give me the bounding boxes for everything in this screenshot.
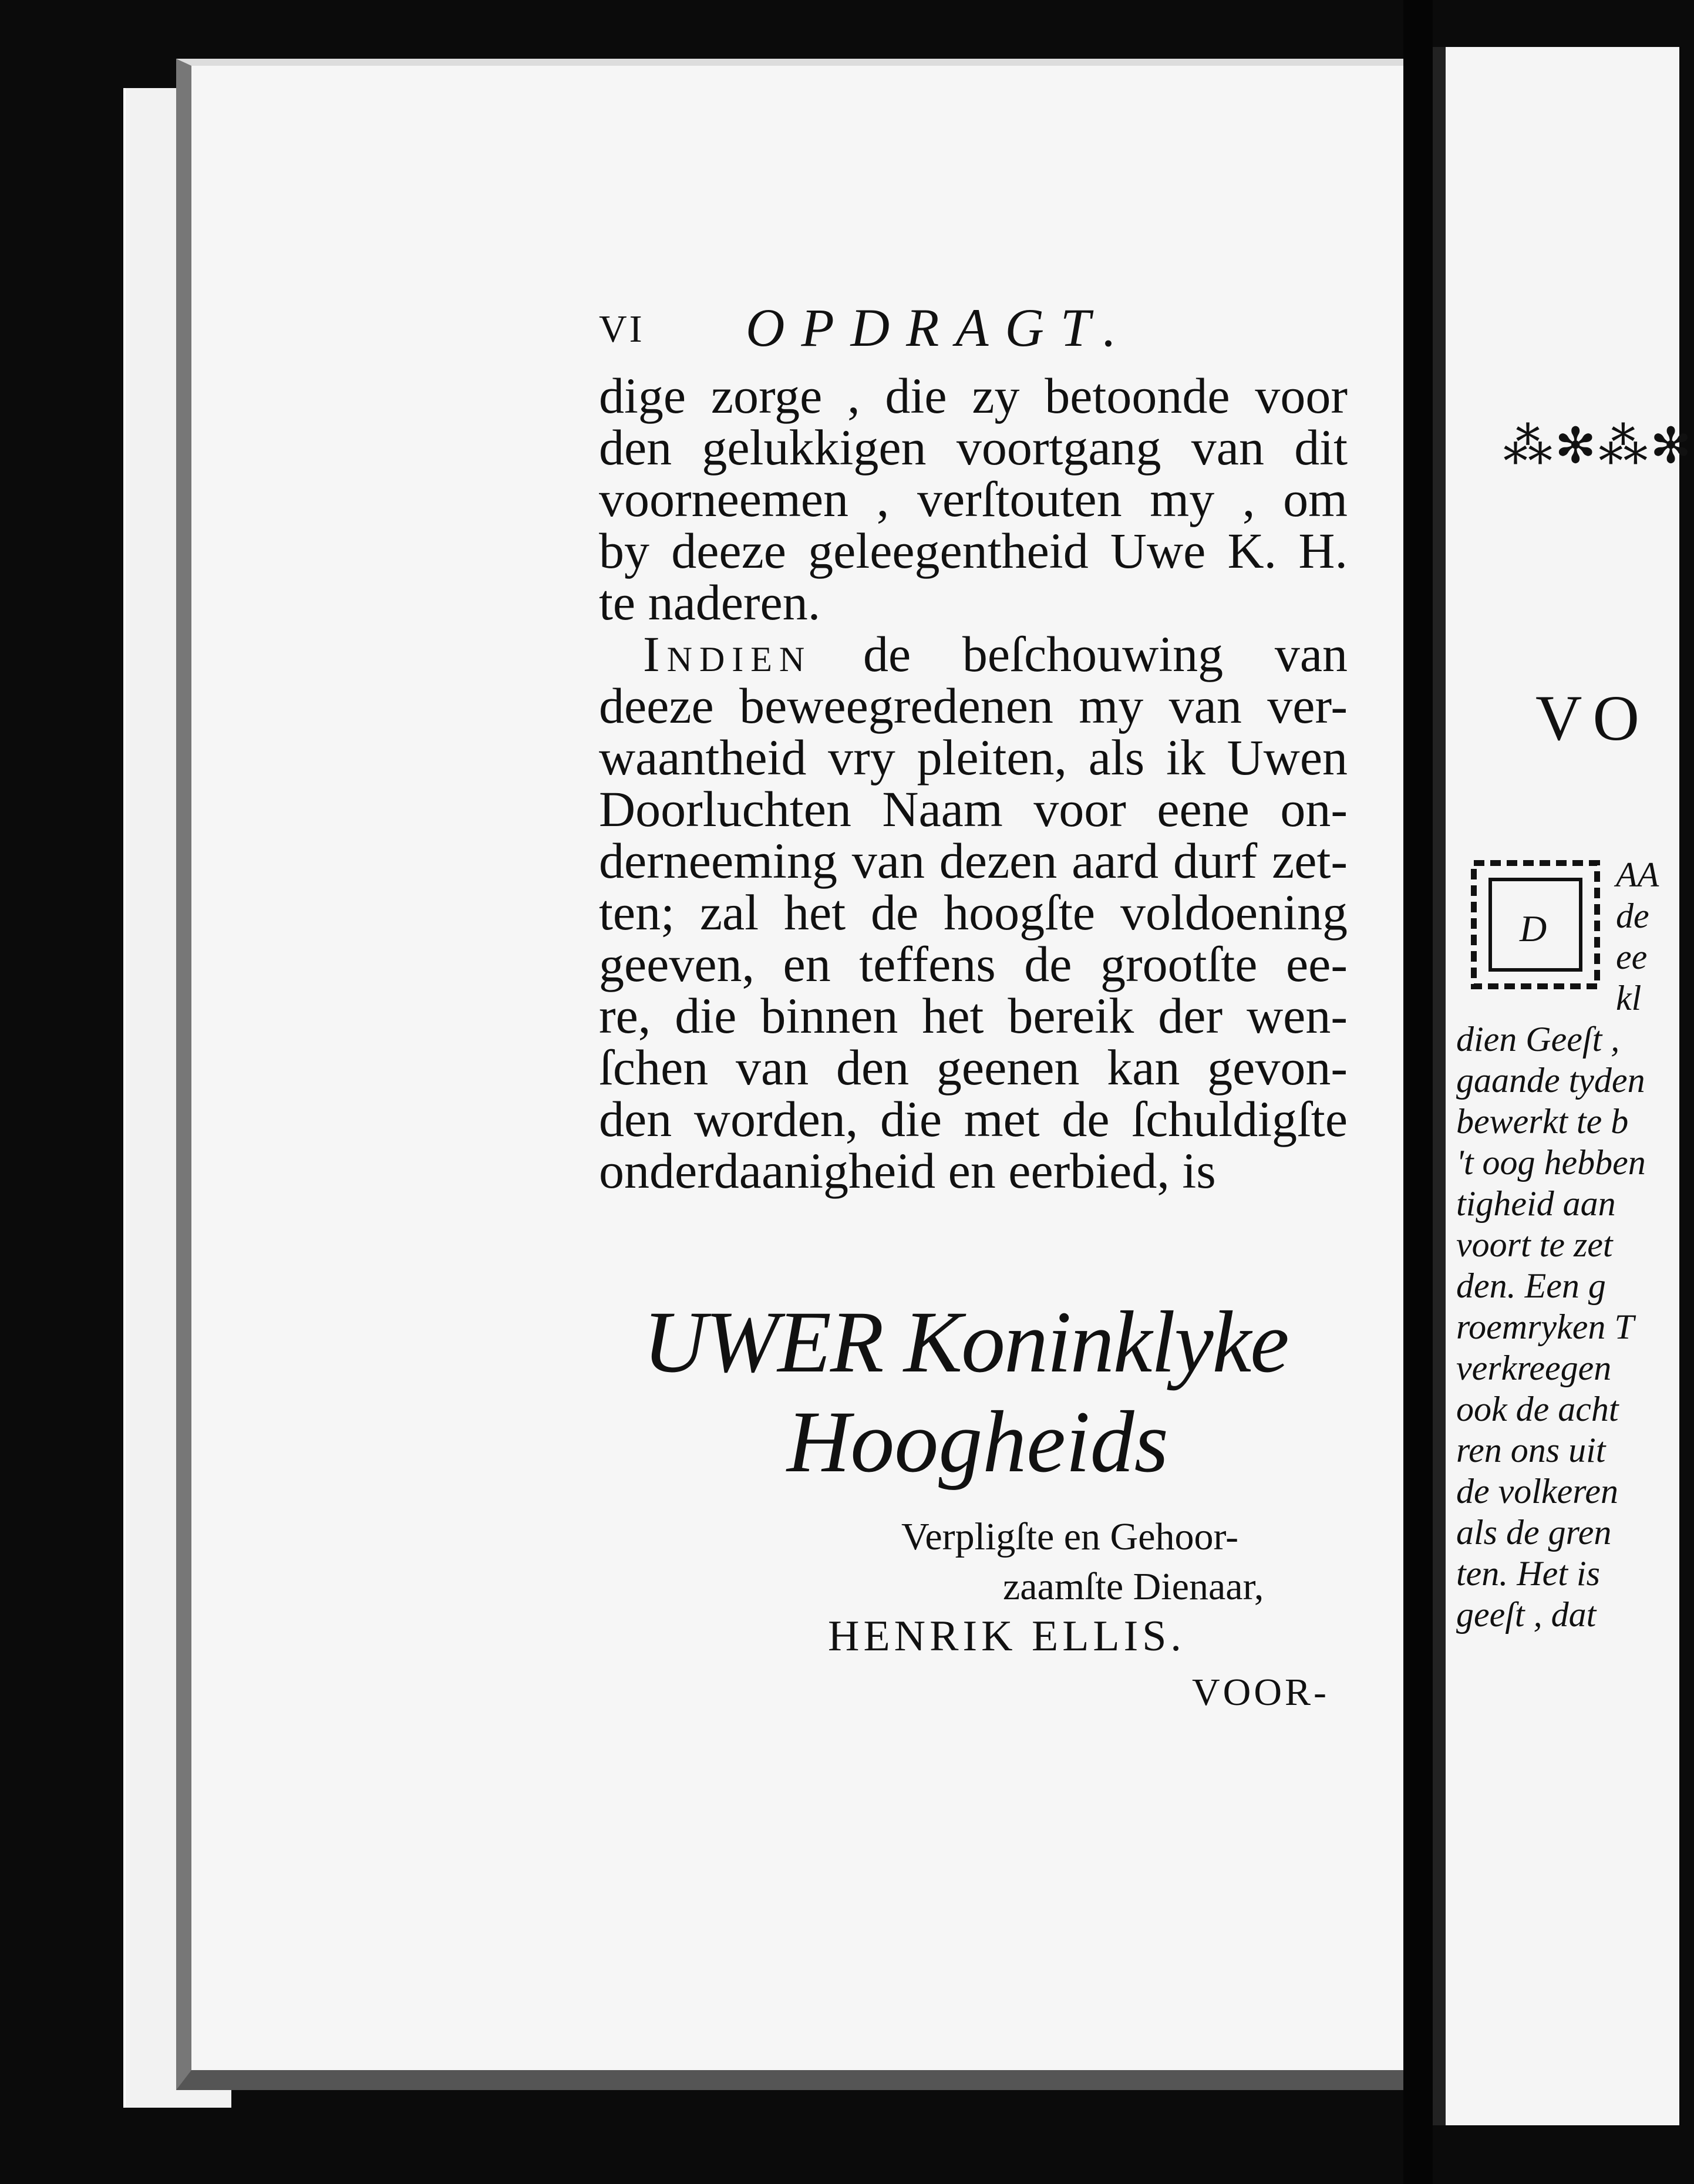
text-line: ee xyxy=(1616,938,1648,976)
text-line: ſchen van den geenen kan gevon- xyxy=(599,1039,1348,1096)
text-line: de volkeren xyxy=(1456,1472,1618,1511)
text-line: voort te zet xyxy=(1456,1225,1613,1264)
signature-name: HENRIK ELLIS. xyxy=(828,1612,1186,1660)
text-line: ten. Het is xyxy=(1456,1554,1600,1593)
text-line: AA xyxy=(1616,855,1659,894)
text-line: ook de acht xyxy=(1456,1390,1619,1428)
right-page-title: VO xyxy=(1535,682,1650,754)
text-line: by deeze geleegentheid Uwe K. H. xyxy=(599,523,1348,579)
text-line: tigheid aan xyxy=(1456,1184,1616,1223)
text-line: te naderen. xyxy=(599,574,821,631)
body-text xyxy=(599,370,1348,1197)
signature-line-2: zaamſte Dienaar, xyxy=(1003,1565,1264,1608)
text-line: ten; zal het de hoogſte voldoening xyxy=(599,884,1348,941)
closing-salutation-line-1: UWER Koninklyke xyxy=(643,1293,1288,1391)
right-page-text xyxy=(1456,854,1679,1635)
text-line: als de gren xyxy=(1456,1513,1612,1552)
text-line: kl xyxy=(1616,979,1642,1017)
text-line: dige zorge , die zy betoonde voor xyxy=(599,368,1348,424)
text-line xyxy=(599,628,1348,680)
closing-salutation-line-2: Hoogheids xyxy=(787,1393,1168,1491)
text-line: bewerkt te b xyxy=(1456,1102,1629,1141)
page-header xyxy=(599,296,1221,361)
decorative-initial: D xyxy=(1520,908,1547,949)
text-line: geeven, en teffens de grootſte ee- xyxy=(599,936,1348,992)
text-line: onderdaanigheid en eerbied, is xyxy=(599,1142,1216,1199)
text-line: den. Een g xyxy=(1456,1266,1606,1305)
text-line: den worden, die met de ſchuldigſte xyxy=(599,1091,1348,1147)
text-line: den gelukkigen voortgang van dit xyxy=(599,419,1348,476)
text-line: derneeming van dezen aard durf zet- xyxy=(599,833,1348,889)
text-line: ren ons uit xyxy=(1456,1431,1606,1470)
text-line: de xyxy=(1616,896,1649,935)
text-line: geeſt , dat xyxy=(1456,1595,1597,1634)
text-line: gaande tyden xyxy=(1456,1061,1645,1100)
ornament-band: ⁂✻⁂✻ xyxy=(1503,419,1694,474)
text-line-rest: de beſchouwing van xyxy=(811,626,1348,682)
text-line: roemryken T xyxy=(1456,1307,1634,1346)
paragraph-lead-word: Indien xyxy=(643,626,812,682)
text-line: deeze beweegredenen my van ver- xyxy=(599,678,1348,734)
text-line: voorneemen , verſtouten my , om xyxy=(599,471,1348,527)
text-line: 't oog hebben xyxy=(1456,1143,1646,1182)
text-line: waantheid vry pleiten, als ik Uwen xyxy=(599,729,1348,786)
text-line: Doorluchten Naam voor eene on- xyxy=(599,781,1348,837)
book-gutter xyxy=(1403,0,1433,2184)
signature-line-1: Verpligſte en Gehoor- xyxy=(901,1515,1239,1558)
text-line: dien Geeſt , xyxy=(1456,1020,1620,1059)
text-line: re, die binnen het bereik der wen- xyxy=(599,987,1348,1044)
running-title: OPDRAGT. xyxy=(746,298,1133,358)
catchword: VOOR- xyxy=(1192,1671,1329,1714)
page-number: VI xyxy=(599,308,645,350)
text-line: verkreegen xyxy=(1456,1349,1612,1387)
